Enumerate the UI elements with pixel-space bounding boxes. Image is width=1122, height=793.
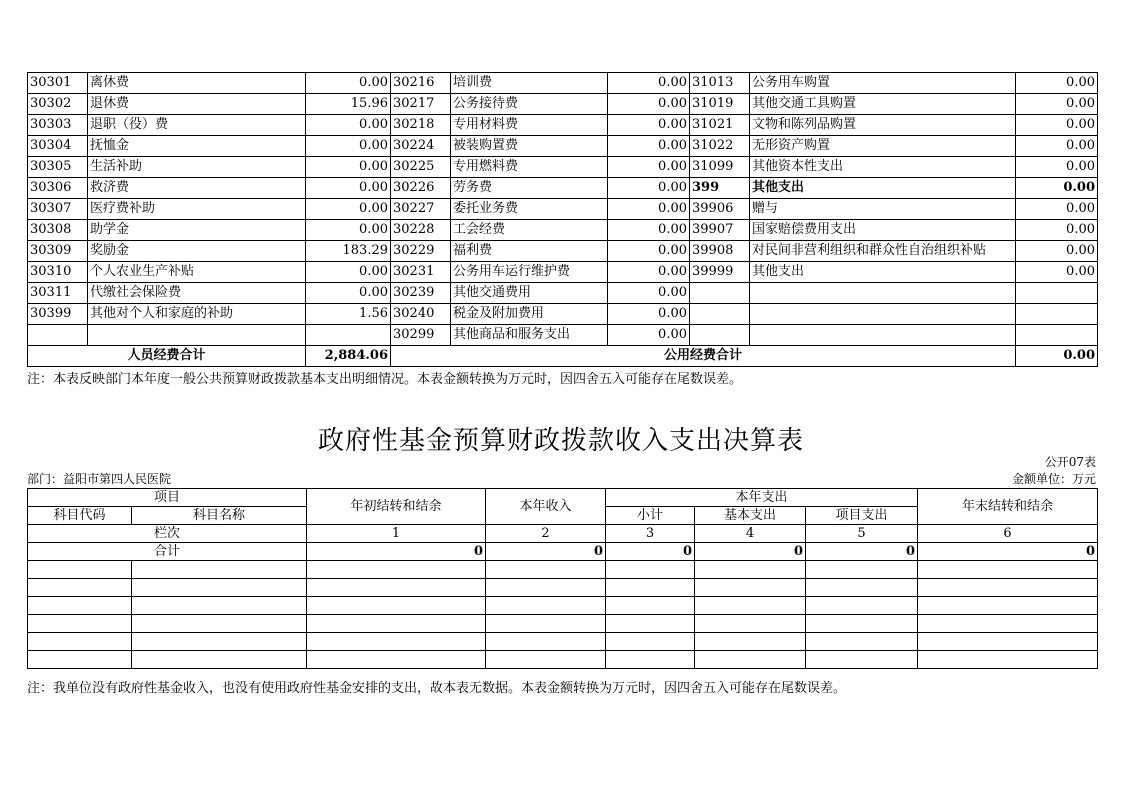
empty-cell: [606, 633, 695, 651]
empty-cell: [806, 579, 918, 597]
amount-cell: [306, 325, 391, 346]
empty-cell: [307, 579, 486, 597]
amount-cell: 0.00: [306, 115, 391, 136]
name-cell: 被装购置费: [451, 136, 608, 157]
totals-row: [28, 346, 1098, 367]
page-title: 政府性基金预算财政拨款收入支出决算表: [317, 426, 804, 456]
code-cell: 31099: [690, 157, 750, 178]
empty-cell: [132, 597, 307, 615]
name-cell: 文物和陈列品购置: [750, 115, 1016, 136]
amount-cell: 15.96: [306, 94, 391, 115]
empty-cell: [806, 615, 918, 633]
empty-cell: [806, 633, 918, 651]
total-value: 0: [695, 543, 806, 561]
amount-cell: 0.00: [1016, 73, 1098, 94]
empty-cell: [918, 561, 1098, 579]
empty-cell: [918, 651, 1098, 669]
empty-cell: [28, 579, 132, 597]
code-cell: 399: [690, 178, 750, 199]
name-cell: 培训费: [451, 73, 608, 94]
name-cell: 福利费: [451, 241, 608, 262]
code-cell: 30304: [28, 136, 88, 157]
header-subject-name: 科目名称: [132, 507, 307, 525]
empty-cell: [918, 615, 1098, 633]
code-cell: 30218: [391, 115, 451, 136]
code-cell: 30303: [28, 115, 88, 136]
empty-cell: [307, 651, 486, 669]
total-value: 0: [486, 543, 606, 561]
empty-cell: [28, 561, 132, 579]
table-row: [28, 73, 1098, 94]
amount-cell: 0.00: [608, 262, 690, 283]
code-cell: 30305: [28, 157, 88, 178]
header-current-income: 本年收入: [486, 489, 606, 525]
column-number: 2: [486, 525, 606, 543]
table-row: [28, 157, 1098, 178]
empty-cell: [486, 561, 606, 579]
header-basic-expense: 基本支出: [695, 507, 806, 525]
code-cell: 31019: [690, 94, 750, 115]
column-number: 5: [806, 525, 918, 543]
name-cell: 专用材料费: [451, 115, 608, 136]
name-cell: 救济费: [88, 178, 306, 199]
empty-cell: [28, 597, 132, 615]
header-current-expense: 本年支出: [606, 489, 918, 507]
code-cell: 30240: [391, 304, 451, 325]
empty-cell: [132, 633, 307, 651]
form-number: 公开07表: [1044, 455, 1096, 469]
government-fund-table: [27, 488, 1098, 669]
total-label: 合计: [28, 543, 307, 561]
table2-footnote: 注：我单位没有政府性基金收入，也没有使用政府性基金安排的支出，故本表无数据。本表金额转换为万元时，因四舍五入可能存在尾数误差。: [27, 681, 847, 696]
column-row-label: 栏次: [28, 525, 307, 543]
amount-cell: 0.00: [608, 94, 690, 115]
name-cell: 其他支出: [750, 262, 1016, 283]
column-number: 1: [307, 525, 486, 543]
amount-cell: 0.00: [1016, 220, 1098, 241]
amount-cell: 0.00: [608, 304, 690, 325]
header-opening-balance: 年初结转和结余: [307, 489, 486, 525]
name-cell: 奖励金: [88, 241, 306, 262]
empty-cell: [307, 615, 486, 633]
code-cell: 30302: [28, 94, 88, 115]
code-cell: 30309: [28, 241, 88, 262]
code-cell: 30299: [391, 325, 451, 346]
empty-cell: [806, 561, 918, 579]
code-cell: 30225: [391, 157, 451, 178]
table-row: [28, 94, 1098, 115]
empty-cell: [307, 633, 486, 651]
name-cell: 个人农业生产补贴: [88, 262, 306, 283]
name-cell: 助学金: [88, 220, 306, 241]
code-cell: 39906: [690, 199, 750, 220]
code-cell: 30399: [28, 304, 88, 325]
code-cell: 31013: [690, 73, 750, 94]
empty-cell: [486, 597, 606, 615]
name-cell: [750, 304, 1016, 325]
code-cell: 30227: [391, 199, 451, 220]
amount-cell: 0.00: [306, 157, 391, 178]
unit-label: 金额单位：万元: [1011, 472, 1096, 486]
header-subject-code: 科目代码: [28, 507, 132, 525]
basic-expenditure-detail-table: [27, 72, 1098, 367]
code-cell: 30239: [391, 283, 451, 304]
table-row: [28, 283, 1098, 304]
amount-cell: [1016, 325, 1098, 346]
empty-cell: [486, 579, 606, 597]
empty-cell: [132, 579, 307, 597]
name-cell: [88, 325, 306, 346]
code-cell: [690, 283, 750, 304]
table-row: [28, 115, 1098, 136]
table-row: [28, 241, 1098, 262]
name-cell: 无形资产购置: [750, 136, 1016, 157]
empty-cell: [606, 651, 695, 669]
amount-cell: 0.00: [306, 262, 391, 283]
name-cell: 工会经费: [451, 220, 608, 241]
empty-cell: [132, 561, 307, 579]
column-number: 6: [918, 525, 1098, 543]
name-cell: 医疗费补助: [88, 199, 306, 220]
empty-cell: [28, 633, 132, 651]
code-cell: 30310: [28, 262, 88, 283]
empty-cell: [307, 597, 486, 615]
empty-cell: [486, 633, 606, 651]
column-number: 3: [606, 525, 695, 543]
amount-cell: 0.00: [608, 241, 690, 262]
empty-cell: [606, 579, 695, 597]
name-cell: 其他交通工具购置: [750, 94, 1016, 115]
header-item: 项目: [28, 489, 307, 507]
public-total-label: 公用经费合计: [391, 346, 1016, 367]
code-cell: [690, 304, 750, 325]
name-cell: 生活补助: [88, 157, 306, 178]
table-row: [28, 220, 1098, 241]
name-cell: 其他支出: [750, 178, 1016, 199]
empty-cell: [695, 651, 806, 669]
empty-cell: [606, 597, 695, 615]
name-cell: 退休费: [88, 94, 306, 115]
code-cell: 31021: [690, 115, 750, 136]
empty-cell: [28, 615, 132, 633]
name-cell: 赠与: [750, 199, 1016, 220]
amount-cell: [1016, 304, 1098, 325]
name-cell: 公务用车运行维护费: [451, 262, 608, 283]
amount-cell: 0.00: [306, 73, 391, 94]
amount-cell: 0.00: [608, 178, 690, 199]
name-cell: 公务接待费: [451, 94, 608, 115]
code-cell: 39907: [690, 220, 750, 241]
empty-row: [28, 615, 1098, 633]
name-cell: 抚恤金: [88, 136, 306, 157]
amount-cell: 0.00: [1016, 199, 1098, 220]
amount-cell: 0.00: [306, 283, 391, 304]
amount-cell: 0.00: [306, 178, 391, 199]
amount-cell: 0.00: [1016, 241, 1098, 262]
name-cell: 代缴社会保险费: [88, 283, 306, 304]
name-cell: 其他对个人和家庭的补助: [88, 304, 306, 325]
empty-cell: [28, 651, 132, 669]
table1-footnote: 注：本表反映部门本年度一般公共预算财政拨款基本支出明细情况。本表金额转换为万元时，因四舍五入可能存在尾数误差。: [27, 372, 743, 387]
total-value: 0: [606, 543, 695, 561]
total-value: 0: [307, 543, 486, 561]
empty-cell: [695, 615, 806, 633]
empty-row: [28, 597, 1098, 615]
code-cell: 30224: [391, 136, 451, 157]
column-number: 4: [695, 525, 806, 543]
public-total-value: 0.00: [1016, 346, 1098, 367]
table-row: [28, 304, 1098, 325]
name-cell: 其他商品和服务支出: [451, 325, 608, 346]
code-cell: 30231: [391, 262, 451, 283]
code-cell: 30229: [391, 241, 451, 262]
empty-cell: [486, 651, 606, 669]
name-cell: [750, 325, 1016, 346]
name-cell: 国家赔偿费用支出: [750, 220, 1016, 241]
name-cell: 退职（役）费: [88, 115, 306, 136]
department-label: 部门：益阳市第四人民医院: [27, 472, 172, 486]
personnel-total-label: 人员经费合计: [28, 346, 306, 367]
code-cell: 30308: [28, 220, 88, 241]
empty-row: [28, 561, 1098, 579]
empty-row: [28, 579, 1098, 597]
code-cell: 30307: [28, 199, 88, 220]
amount-cell: 0.00: [306, 220, 391, 241]
amount-cell: 0.00: [1016, 94, 1098, 115]
code-cell: 30216: [391, 73, 451, 94]
code-cell: 30306: [28, 178, 88, 199]
code-cell: 30226: [391, 178, 451, 199]
empty-cell: [606, 615, 695, 633]
empty-cell: [307, 561, 486, 579]
name-cell: 委托业务费: [451, 199, 608, 220]
name-cell: 对民间非营利组织和群众性自治组织补贴: [750, 241, 1016, 262]
empty-cell: [695, 579, 806, 597]
table-row: [28, 178, 1098, 199]
code-cell: 39908: [690, 241, 750, 262]
empty-cell: [486, 615, 606, 633]
header-closing-balance: 年末结转和结余: [918, 489, 1098, 525]
name-cell: 专用燃料费: [451, 157, 608, 178]
empty-cell: [806, 597, 918, 615]
amount-cell: 0.00: [1016, 178, 1098, 199]
amount-cell: 0.00: [1016, 115, 1098, 136]
amount-cell: [1016, 283, 1098, 304]
code-cell: 30228: [391, 220, 451, 241]
empty-cell: [132, 651, 307, 669]
amount-cell: 0.00: [608, 115, 690, 136]
personnel-total-value: 2,884.06: [306, 346, 391, 367]
code-cell: 30311: [28, 283, 88, 304]
amount-cell: 0.00: [608, 283, 690, 304]
empty-row: [28, 651, 1098, 669]
amount-cell: 0.00: [608, 325, 690, 346]
header-subtotal: 小计: [606, 507, 695, 525]
name-cell: 离休费: [88, 73, 306, 94]
amount-cell: 183.29: [306, 241, 391, 262]
code-cell: 31022: [690, 136, 750, 157]
total-value: 0: [918, 543, 1098, 561]
amount-cell: 0.00: [608, 220, 690, 241]
empty-cell: [918, 633, 1098, 651]
table-row: [28, 199, 1098, 220]
name-cell: 公务用车购置: [750, 73, 1016, 94]
amount-cell: 0.00: [1016, 262, 1098, 283]
empty-cell: [132, 615, 307, 633]
empty-row: [28, 633, 1098, 651]
name-cell: 其他资本性支出: [750, 157, 1016, 178]
amount-cell: 0.00: [608, 199, 690, 220]
name-cell: 税金及附加费用: [451, 304, 608, 325]
amount-cell: 0.00: [608, 136, 690, 157]
name-cell: [750, 283, 1016, 304]
code-cell: 39999: [690, 262, 750, 283]
amount-cell: 0.00: [1016, 157, 1098, 178]
amount-cell: 0.00: [306, 136, 391, 157]
table-row: [28, 136, 1098, 157]
total-value: 0: [806, 543, 918, 561]
empty-cell: [918, 597, 1098, 615]
amount-cell: 0.00: [306, 199, 391, 220]
amount-cell: 1.56: [306, 304, 391, 325]
table-row: [28, 325, 1098, 346]
empty-cell: [695, 597, 806, 615]
code-cell: [28, 325, 88, 346]
code-cell: [690, 325, 750, 346]
amount-cell: 0.00: [608, 157, 690, 178]
empty-cell: [918, 579, 1098, 597]
empty-cell: [606, 561, 695, 579]
amount-cell: 0.00: [1016, 136, 1098, 157]
empty-cell: [695, 633, 806, 651]
name-cell: 劳务费: [451, 178, 608, 199]
table-row: [28, 262, 1098, 283]
empty-cell: [806, 651, 918, 669]
empty-cell: [695, 561, 806, 579]
header-project-expense: 项目支出: [806, 507, 918, 525]
code-cell: 30301: [28, 73, 88, 94]
name-cell: 其他交通费用: [451, 283, 608, 304]
amount-cell: 0.00: [608, 73, 690, 94]
code-cell: 30217: [391, 94, 451, 115]
